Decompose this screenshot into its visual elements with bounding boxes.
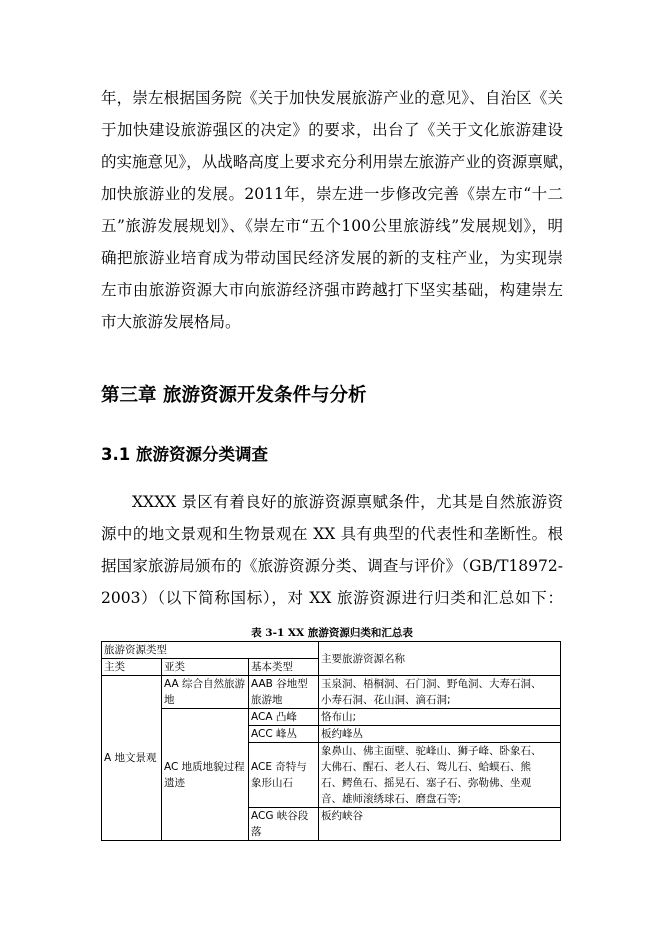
cell-resource-names: 板约峡谷 bbox=[319, 808, 561, 841]
cell-sub-class: AC 地质地貌过程遗迹 bbox=[162, 709, 249, 841]
chapter-heading: 第三章 旅游资源开发条件与分析 bbox=[101, 385, 367, 406]
paragraph-line: 市大旅游发展格局。 bbox=[101, 313, 241, 331]
resource-names-line: 大佛石、醒石、老人石、鸳儿石、蛤蟆石、熊 bbox=[321, 761, 532, 773]
cell-basic-type: ACG 峡谷段落 bbox=[249, 808, 319, 841]
resource-names-line: 音、雄师滚绣球石、磨盘石等; bbox=[321, 793, 462, 805]
paragraph-line: 据国家旅游局颁布的《旅游资源分类、调查与评价》（GB/T18972- bbox=[101, 557, 563, 575]
table-caption: 表 3-1 XX 旅游资源归类和汇总表 bbox=[251, 627, 413, 639]
resource-table bbox=[101, 641, 561, 841]
resource-names-line: 玉泉洞、梧桐洞、石门洞、野龟洞、大寿石洞、 bbox=[321, 678, 542, 690]
paragraph-line: 于加快建设旅游强区的决定》的要求，出台了《关于文化旅游建设 bbox=[101, 121, 563, 139]
paragraph-line: 五”旅游发展规划》、《崇左市“五个100公里旅游线”发展规划》，明 bbox=[101, 217, 563, 235]
header-resource-names: 主要旅游资源名称 bbox=[319, 642, 561, 676]
header-type-group: 旅游资源类型 bbox=[102, 642, 319, 659]
table-header-row bbox=[102, 642, 561, 659]
cell-main-class: A 地文景观 bbox=[102, 676, 162, 841]
cell-resource-names bbox=[319, 743, 561, 808]
section-heading: 3.1 旅游资源分类调查 bbox=[101, 445, 268, 464]
paragraph-line: 加快旅游业的发展。2011年，崇左进一步修改完善《崇左市“十二 bbox=[101, 185, 563, 203]
paragraph-line: 的实施意见》，从战略高度上要求充分利用崇左旅游产业的资源禀赋， bbox=[101, 153, 574, 171]
paragraph-line: 2003）（以下简称国标），对 XX 旅游资源进行归类和汇总如下： bbox=[101, 589, 563, 607]
paragraph-line: 确把旅游业培育成为带动国民经济发展的新的支柱产业，为实现崇 bbox=[101, 249, 563, 267]
paragraph-line: 左市由旅游资源大市向旅游经济强市跨越打下坚实基础，构建崇左 bbox=[101, 281, 563, 299]
cell-sub-class: AA 综合自然旅游地 bbox=[162, 676, 249, 709]
cell-basic-type: ACA 凸峰 bbox=[249, 709, 319, 726]
paragraph-line: XXXX 景区有着良好的旅游资源禀赋条件，尤其是自然旅游资 bbox=[132, 493, 563, 511]
resource-names-line: 小寿石洞、花山洞、滴石洞; bbox=[321, 694, 451, 706]
cell-basic-type: AAB 谷地型旅游地 bbox=[249, 676, 319, 709]
table-row bbox=[102, 709, 561, 726]
header-sub-class: 亚类 bbox=[162, 659, 249, 676]
paragraph-line: 源中的地文景观和生物景观在 XX 具有典型的代表性和垄断性。根 bbox=[101, 525, 563, 543]
cell-basic-type: ACC 峰丛 bbox=[249, 726, 319, 743]
table-row bbox=[102, 676, 561, 709]
resource-names-line: 象鼻山、佛主面壁、驼峰山、狮子峰、卧象石、 bbox=[321, 745, 542, 757]
resource-names-line: 石、鳄鱼石、摇晃石、塞子石、弥勒佛、坐观 bbox=[321, 777, 532, 789]
paragraph-policy bbox=[101, 82, 574, 338]
cell-resource-names: 板约峰丛 bbox=[319, 726, 561, 743]
paragraph-line: 年，崇左根据国务院《关于加快发展旅游产业的意见》、自治区《关 bbox=[101, 89, 563, 107]
cell-basic-type: ACE 奇特与象形山石 bbox=[249, 743, 319, 808]
cell-resource-names: 恪布山; bbox=[319, 709, 561, 726]
cell-resource-names bbox=[319, 676, 561, 709]
paragraph-intro bbox=[101, 486, 563, 614]
header-basic-type: 基本类型 bbox=[249, 659, 319, 676]
header-main-class: 主类 bbox=[102, 659, 162, 676]
